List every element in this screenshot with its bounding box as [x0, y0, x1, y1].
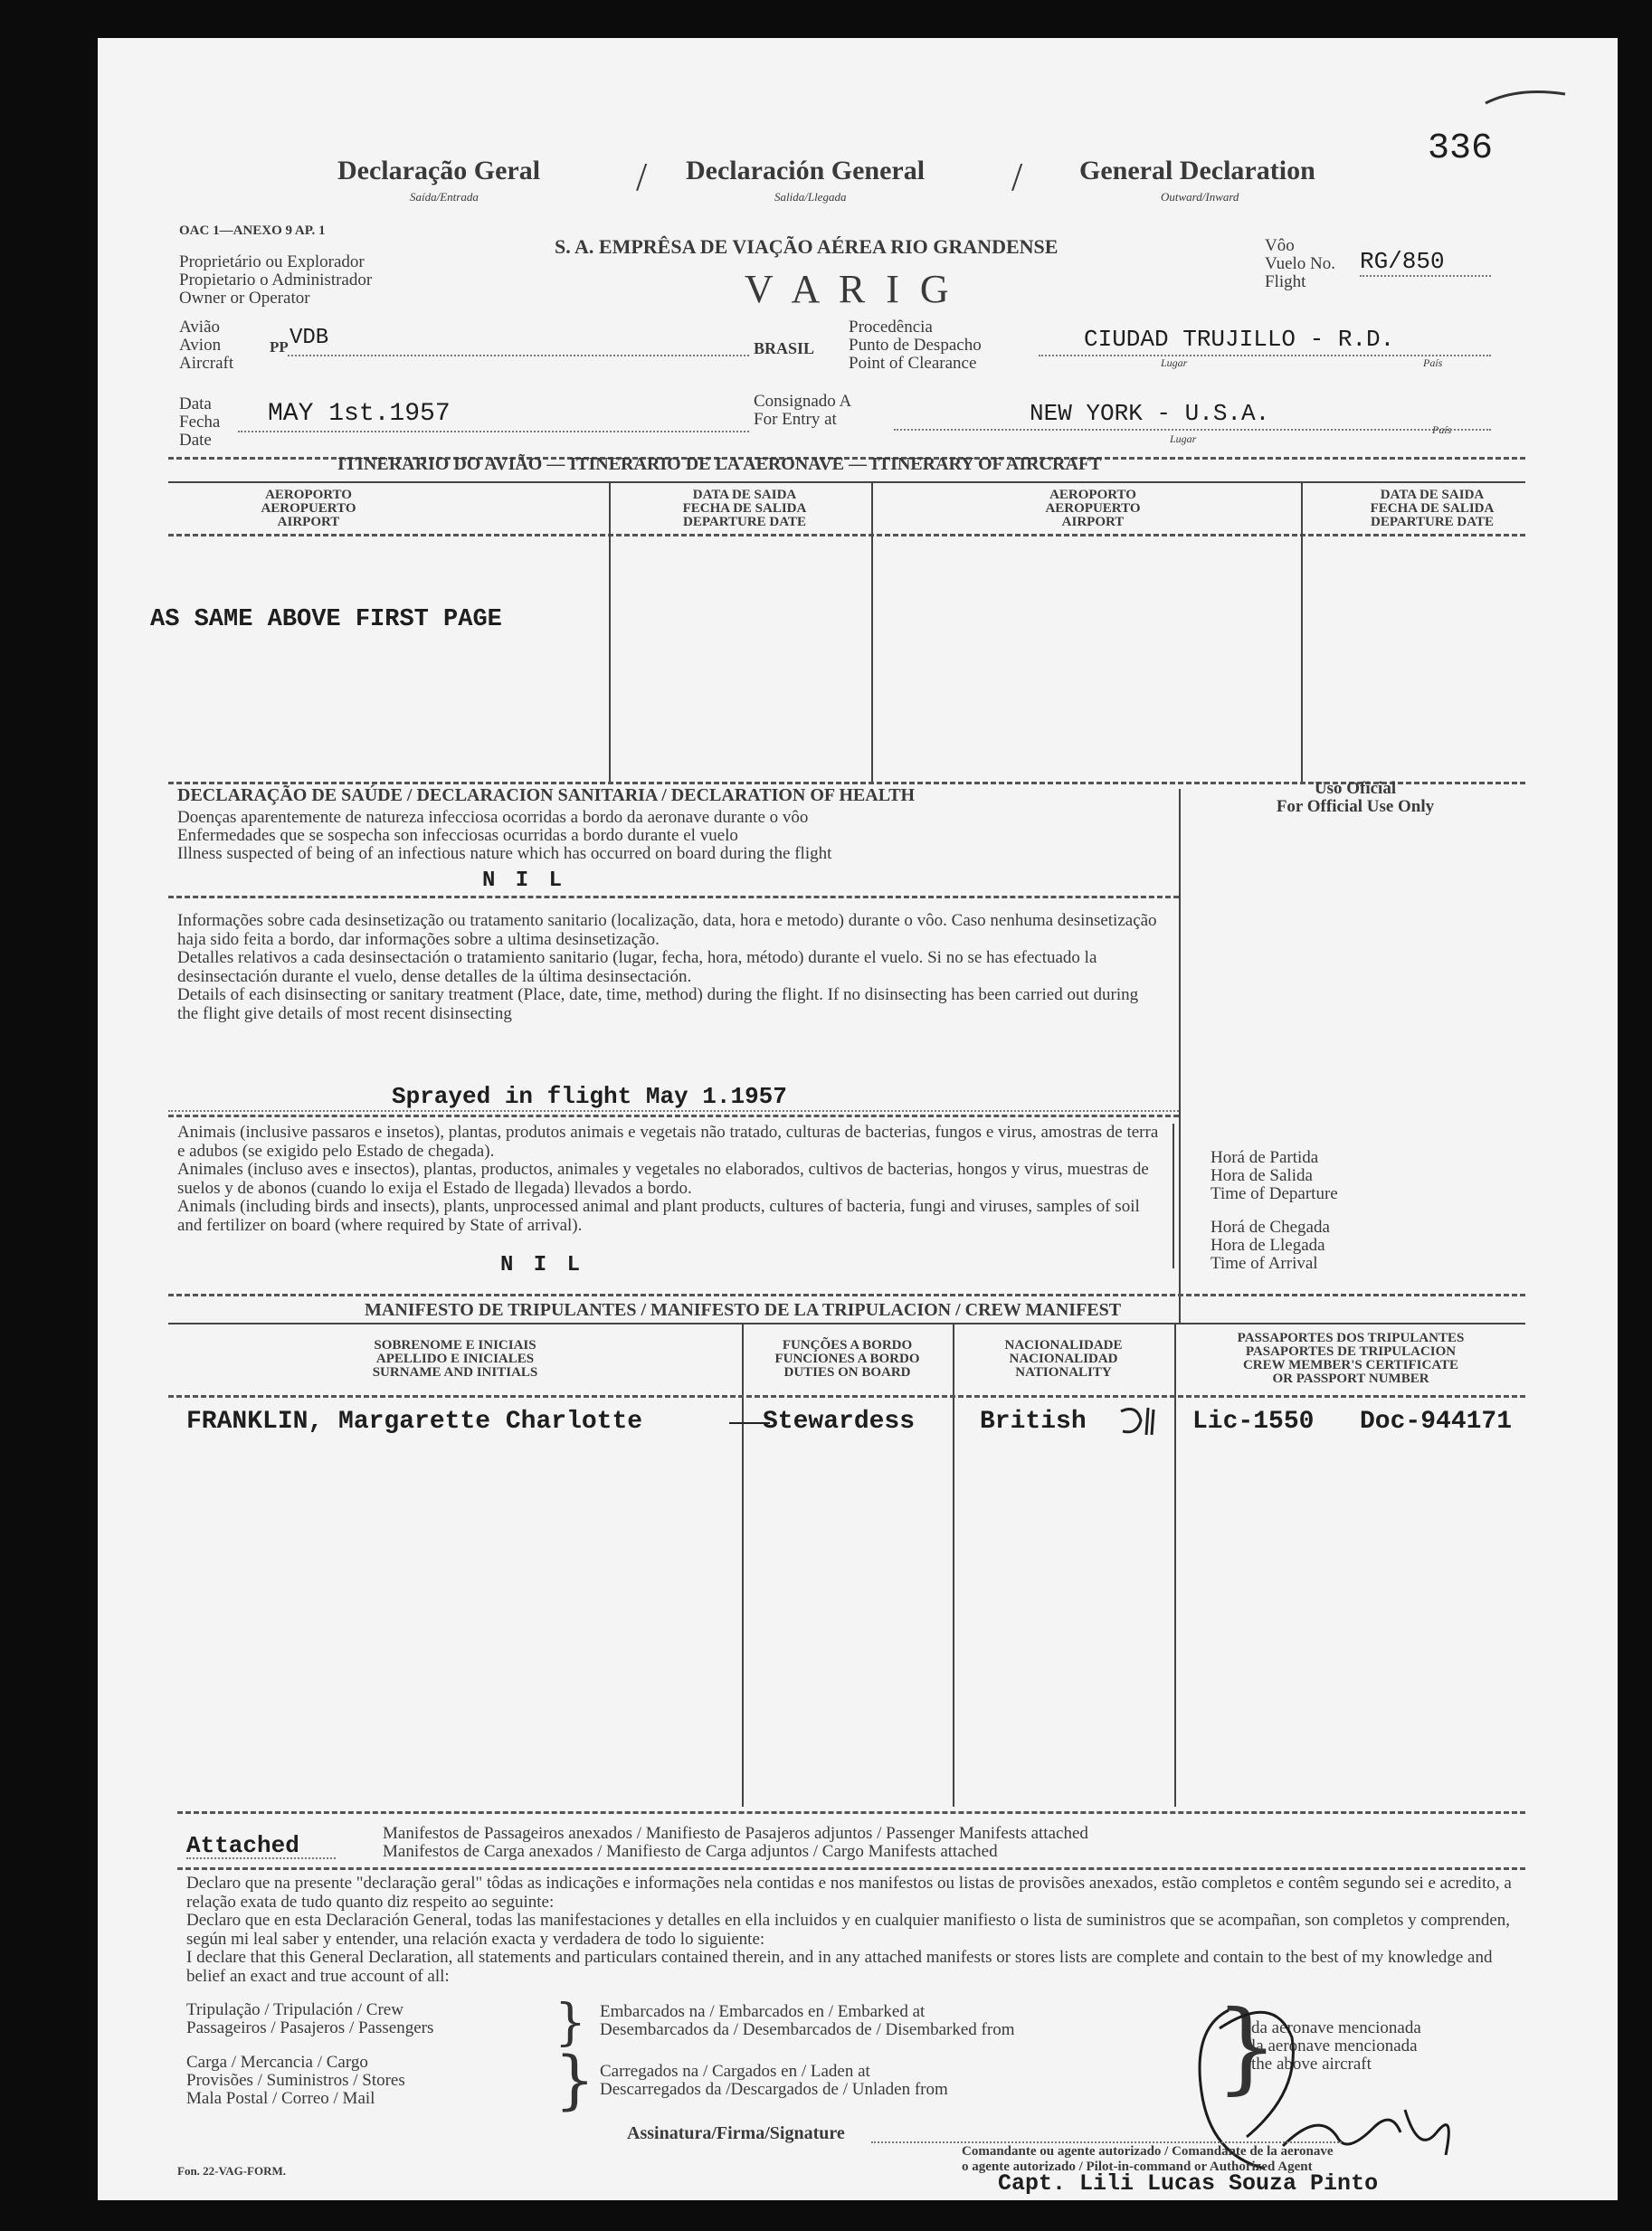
title-english: General Declaration [1079, 156, 1315, 185]
brace: } [1215, 1989, 1278, 2104]
rule [177, 1867, 1525, 1870]
crew-col-name: SOBRENOME E INICIAIS APELLIDO E INICIALES SURNAME AND INITIALS [372, 1338, 538, 1380]
official-use-label: Uso Oficial For Official Use Only [1276, 779, 1435, 816]
flight-label: Vôo Vuelo No. Flight [1265, 236, 1336, 291]
crew-nationality: British [980, 1408, 1087, 1436]
strike-mark [729, 1422, 770, 1424]
title-english-sub: Outward/Inward [1161, 190, 1239, 204]
title-spanish: Declaración General [686, 156, 926, 185]
rule [168, 1110, 1179, 1112]
declaration-statement: Declaro que na presente "declaração geral" tôdas as indicações e informações nela contidas e nos manifestos ou listas de provisões anexados, estão completos e contêm segundo sei e acredito, a relação exata de tudo quanto diz respeito ao seguinte: Declaro que en esta Declaración General, todas las manifestaciones y detalles en ella incluidos y en cualquier manifiesto o lista de suministros que se acompañan, son completos y comprenden, según mi leal saber y entender, una relación exacta y verdadera de todo lo siguiente: I declare that this General Declaration, all statements and particulars contained therein, and in any attached manifests or stores lists are complete and contain to the best of my knowledge and belief an exact and true account of all: [186, 1874, 1512, 1986]
company-short-name: V A R I G [745, 267, 954, 311]
flight-underline [1360, 275, 1491, 277]
departure-time-label: Horá de Partida Hora de Salida Time of Departure [1211, 1148, 1338, 1203]
rule [177, 1811, 1525, 1814]
form-code: Fon. 22-VAG-FORM. [177, 2164, 287, 2178]
illness-label: Doenças aparentemente de natureza infecciosa ocorridas a bordo da aeronave durante o vôo Enfermedades que se sospecha son infecciosas ocurridas a bordo durante el vuelo Illness suspected of being of an infectious nature which has occurred on board during the flight [177, 808, 832, 863]
itinerary-col-airport-1: AEROPORTO AEROPUERTO AIRPORT [261, 488, 356, 529]
entry-label: Consignado A For Entry at [754, 392, 852, 429]
title-spanish-sub: Salida/Llegada [774, 190, 847, 204]
owner-label: Proprietário ou Explorador Propietario o Administrador Owner or Operator [179, 252, 373, 308]
handwritten-mark [1116, 1402, 1161, 1443]
clearance-value: CIUDAD TRUJILLO - R.D. [1084, 326, 1395, 353]
page-number: 336 [1428, 128, 1494, 169]
crew-duty: Stewardess [763, 1408, 916, 1436]
rule [168, 1395, 1525, 1398]
signature-role: Comandante ou agente autorizado / Comandante de la aeronave o agente autorizado / Pilot-in-command or Authorized Agent [962, 2144, 1334, 2174]
aircraft-registration-value: VDB [290, 326, 329, 350]
crew-title: MANIFESTO DE TRIPULANTES / MANIFESTO DE LA TRIPULACION / CREW MANIFEST [365, 1300, 1122, 1320]
illness-value: N I L [482, 869, 566, 893]
clearance-label: Procedência Punto de Despacho Point of Clearance [849, 318, 982, 373]
crew-document: Doc-944171 [1360, 1408, 1513, 1436]
aircraft-reference: da aeronave mencionada la aeronave mencionada the above aircraft [1251, 2018, 1421, 2074]
disinsecting-label: Informações sobre cada desinsetização ou tratamento sanitario (localização, data, hora e metodo) durante o vôo. Caso nenhuma desinsetização haja sido feita a bordo, dar informações sobre a ultima desinsetização. Detalles relativos a cada desinsectación o tratamiento sanitario (lugar, fecha, hora, método) durante el vuelo. Si no se has efectuado la desinsectación durante el vuelo, dense detalles de la última desinsectación. Details of each disinsecting or sanitary treatment (Place, date, time, method) during the flight. If no disinsecting has been carried out during the flight give details of most recent disinsecting [177, 911, 1157, 1023]
form-reference: OAC 1—ANEXO 9 AP. 1 [179, 223, 326, 238]
attached-label: Attached [186, 1832, 299, 1859]
column-divider [871, 481, 873, 782]
rule [168, 481, 1525, 483]
attached-lines: Manifestos de Passageiros anexados / Manifiesto de Pasajeros adjuntos / Passenger Manifests attached Manifestos de Carga anexados / Manifiesto de Carga adjuntos / Cargo Manifests attached [383, 1824, 1088, 1861]
date-underline [238, 431, 749, 432]
rule [168, 534, 1525, 536]
categories-group-2: Carga / Mercancia / Cargo Provisões / Suministros / Stores Mala Postal / Correo / Mail [186, 2053, 405, 2108]
disinsecting-value: Sprayed in flight May 1.1957 [392, 1083, 787, 1110]
entry-value: NEW YORK - U.S.A. [1030, 400, 1270, 427]
categories-group-1-side: Embarcados na / Embarcados en / Embarked at Desembarcados da / Desembarcados de / Disembarked from [600, 2002, 1015, 2039]
animals-label: Animais (inclusive passaros e insetos), plantas, produtos animais e vegetais não tratado, culturas de bacterias, fungos e virus, amostras de terra e adubos (se exigido pelo Estado de chegada). Animales (incluso aves e insectos), plantas, productos, animales y vegetales no elaborados, cultivos de bacterias, hongos y virus, muestras de suelos y de abonos (cuando lo exija el Estado de llegada) llevados a bordo. Animals (including birds and insects), plants, unprocessed animal and plant products, cultures of bacteria, fungi and viruses, samples of soil and fertilizer on board (where required by State of arrival). [177, 1123, 1159, 1235]
crew-col-duties: FUNÇÕES A BORDO FUNCIONES A BORDO DUTIES ON BOARD [774, 1338, 920, 1380]
brace: } [555, 1993, 586, 2051]
column-divider [609, 481, 611, 782]
itinerary-entry: AS SAME ABOVE FIRST PAGE [150, 606, 502, 633]
column-divider [1179, 789, 1181, 1323]
company-name: S. A. EMPRÊSA DE VIAÇÃO AÉREA RIO GRANDENSE [555, 235, 1059, 258]
categories-group-1: Tripulação / Tripulación / Crew Passageiros / Pasajeros / Passengers [186, 2000, 434, 2037]
itinerary-title: ITINERARIO DO AVIÃO — ITINERARIO DE LA AERONAVE — ITINERARY OF AIRCRAFT [337, 454, 1102, 474]
date-label: Data Fecha Date [179, 394, 221, 450]
crew-name: FRANKLIN, Margarette Charlotte [186, 1408, 643, 1436]
crew-col-nationality: NACIONALIDADE NACIONALIDAD NATIONALITY [1004, 1338, 1123, 1380]
arrival-time-label: Horá de Chegada Hora de Llegada Time of Arrival [1211, 1218, 1330, 1273]
rule [168, 1323, 1525, 1324]
entry-place-hint: Lugar [1170, 432, 1197, 445]
title-portuguese-sub: Saída/Entrada [410, 190, 479, 204]
rule [186, 1857, 336, 1859]
title-separator: / [636, 155, 648, 199]
brace: } [555, 2043, 595, 2117]
pen-stroke-mark [1482, 83, 1572, 110]
categories-group-2-side: Carregados na / Cargados en / Laden at Descarregados da /Descargados de / Unladen from [600, 2062, 948, 2099]
health-title: DECLARAÇÃO DE SAÚDE / DECLARACION SANITARIA / DECLARATION OF HEALTH [177, 785, 916, 805]
aircraft-label: Avião Avion Aircraft [179, 318, 234, 373]
itinerary-col-airport-2: AEROPORTO AEROPUERTO AIRPORT [1045, 488, 1141, 529]
document-page [98, 38, 1618, 2200]
clearance-place-hint: Lugar [1161, 356, 1188, 369]
title-separator: / [1011, 155, 1023, 199]
aircraft-underline [288, 355, 749, 356]
column-divider [1173, 1124, 1174, 1268]
aircraft-prefix: PP [270, 338, 289, 356]
rule [168, 896, 1179, 898]
entry-country-hint: País [1432, 423, 1452, 436]
itinerary-col-departure-1: DATA DE SAIDA FECHA DE SALIDA DEPARTURE DATE [682, 488, 807, 529]
signatory-name: Capt. Lili Lucas Souza Pinto [998, 2170, 1379, 2197]
aircraft-country: BRASIL [754, 339, 815, 357]
rule [168, 1115, 1179, 1117]
crew-licence: Lic-1550 [1192, 1408, 1315, 1436]
signature-label: Assinatura/Firma/Signature [627, 2123, 845, 2143]
signature-underline [871, 2141, 1342, 2143]
clearance-country-hint: País [1423, 356, 1443, 369]
crew-col-passport: PASSAPORTES DOS TRIPULANTES PASAPORTES DE TRIPULACION CREW MEMBER'S CERTIFICATE OR PASSPORT NUMBER [1237, 1331, 1465, 1386]
title-portuguese: Declaração Geral [337, 156, 541, 185]
entry-underline [894, 429, 1491, 431]
itinerary-col-departure-2: DATA DE SAIDA FECHA DE SALIDA DEPARTURE DATE [1370, 488, 1495, 529]
rule [168, 1294, 1525, 1296]
date-value: MAY 1st.1957 [268, 400, 451, 428]
flight-number-value: RG/850 [1360, 248, 1445, 275]
column-divider [1301, 481, 1303, 782]
animals-value: N I L [500, 1253, 584, 1277]
